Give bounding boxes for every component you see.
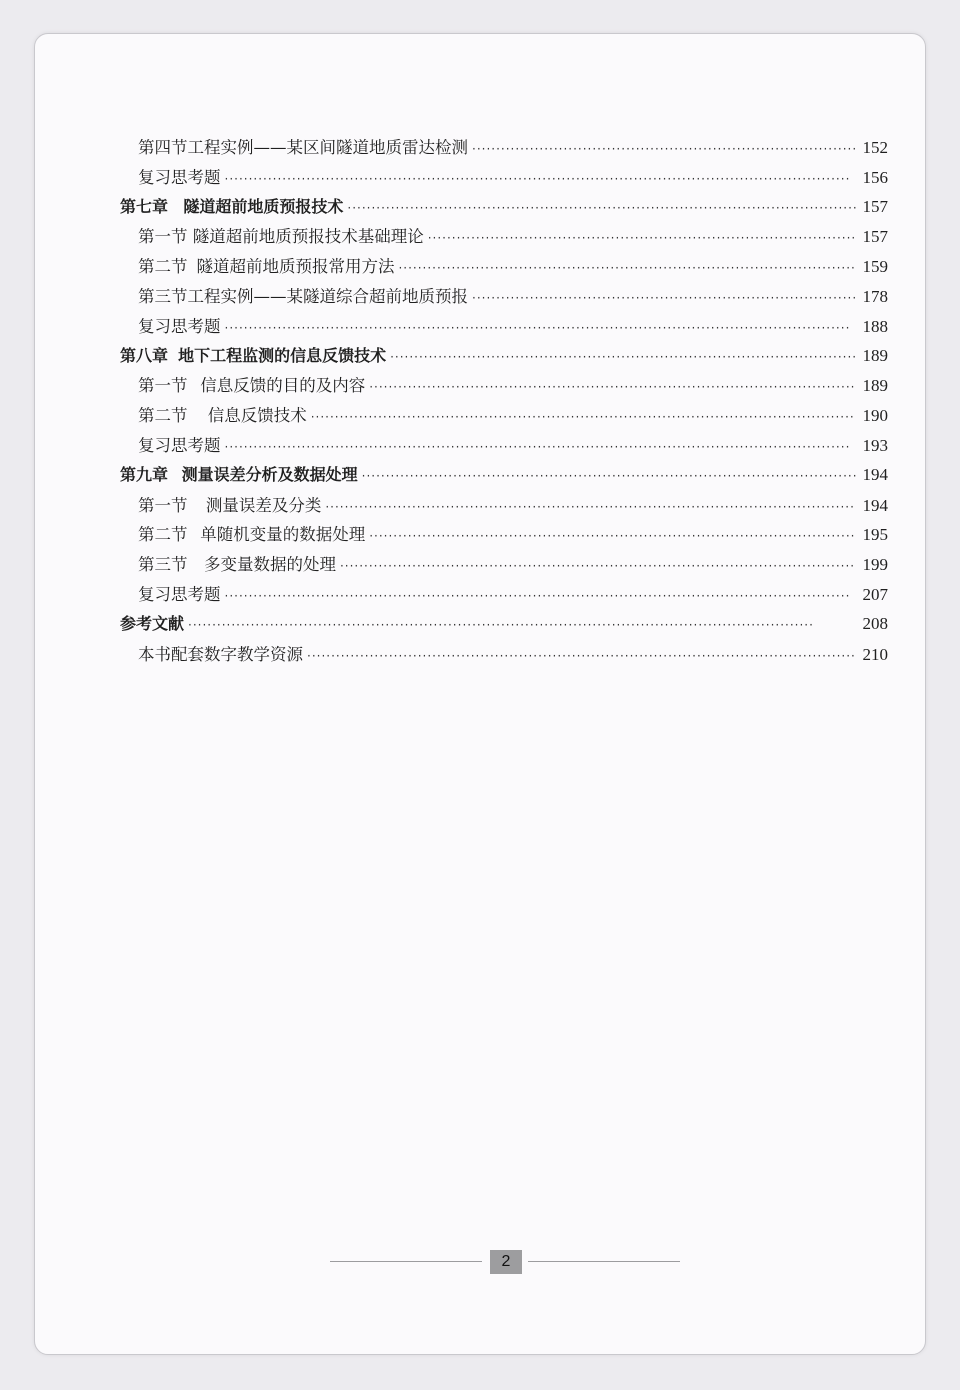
toc-entry-title: 隧道超前地质预报技术基础理论	[192, 227, 424, 247]
toc-entry-title: 复习思考题	[138, 435, 221, 455]
toc-section-row	[120, 283, 888, 313]
toc-entry-number: 第四节	[138, 138, 188, 157]
toc-leader-dots	[340, 559, 856, 573]
toc-section-row	[120, 402, 888, 432]
toc-section-row	[120, 253, 888, 283]
toc-section-row	[120, 521, 888, 551]
toc-leader-dots	[390, 350, 856, 364]
page-number-badge: 2	[490, 1250, 522, 1274]
toc-entry-title: 测量误差及分类	[205, 495, 322, 515]
toc-leader-dots	[307, 649, 856, 663]
toc-entry-title: 信息反馈的目的及内容	[200, 376, 366, 396]
toc-entry-title: 隧道超前地质预报技术	[183, 196, 344, 216]
toc-entry-title: 单随机变量的数据处理	[200, 525, 366, 545]
toc-entry-page: 178	[862, 286, 888, 306]
toc-leader-dots	[225, 440, 857, 454]
toc-entry-number: 第七章	[120, 196, 169, 216]
table-of-contents	[120, 134, 888, 670]
toc-entry-page: 190	[862, 406, 888, 426]
toc-entry-title: 工程实例——某区间隧道地质雷达检测	[187, 138, 468, 157]
toc-entry-page: 207	[862, 584, 888, 604]
footer-rule-left	[330, 1261, 482, 1262]
toc-leader-dots	[369, 529, 856, 543]
toc-entry-page: 152	[862, 138, 888, 157]
toc-entry-page: 193	[862, 435, 888, 455]
toc-leader-dots	[225, 172, 857, 186]
toc-entry-title: 复习思考题	[138, 584, 221, 604]
toc-entry-title: 隧道超前地质预报常用方法	[196, 257, 395, 277]
toc-entry-number: 第二节	[138, 525, 188, 545]
toc-entry-title: 信息反馈技术	[207, 406, 307, 426]
toc-section-row	[120, 432, 888, 462]
toc-leader-dots	[398, 261, 856, 275]
toc-entry-number: 第二节	[138, 257, 188, 277]
toc-entry-page: 194	[862, 464, 888, 484]
toc-entry-title: 地下工程监测的信息反馈技术	[178, 345, 387, 365]
toc-entry-page: 199	[862, 555, 888, 575]
toc-section-row	[120, 581, 888, 611]
toc-leader-dots	[472, 291, 856, 305]
toc-section-row	[120, 134, 888, 164]
toc-entry-page: 156	[862, 167, 888, 187]
toc-leader-dots	[362, 469, 856, 483]
toc-entry-page: 157	[862, 227, 888, 247]
toc-leader-dots	[225, 321, 857, 335]
toc-entry-number: 第九章	[120, 464, 169, 484]
toc-entry-page: 208	[862, 613, 888, 633]
toc-entry-title: 本书配套数字教学资源	[138, 644, 303, 664]
toc-entry-number: 第八章	[120, 345, 169, 365]
toc-entry-page: 157	[862, 196, 888, 216]
toc-entry-number: 第三节	[138, 555, 188, 575]
toc-entry-title: 多变量数据的处理	[203, 555, 336, 575]
toc-entry-number: 第二节	[138, 406, 188, 426]
toc-leader-dots	[311, 410, 856, 424]
toc-entry-number: 第一节	[138, 376, 188, 396]
toc-leader-dots	[225, 589, 857, 603]
toc-section-row	[120, 313, 888, 343]
toc-section-row	[120, 372, 888, 402]
toc-entry-page: 189	[862, 376, 888, 396]
toc-entry-page: 195	[862, 525, 888, 545]
toc-entry-number: 第一节	[138, 495, 188, 515]
toc-leader-dots	[472, 142, 856, 156]
toc-entry-page: 210	[862, 644, 888, 664]
toc-chapter-row	[120, 343, 888, 373]
toc-entry-page: 189	[862, 345, 888, 365]
footer-rule-right	[528, 1261, 680, 1262]
toc-chapter-row	[120, 462, 888, 492]
toc-entry-page: 159	[862, 257, 888, 277]
toc-entry-number: 第一节	[138, 227, 188, 247]
toc-entry-title: 工程实例——某隧道综合超前地质预报	[187, 286, 468, 306]
toc-chapter-row	[120, 194, 888, 224]
toc-leader-dots	[347, 201, 856, 215]
toc-entry-page: 194	[862, 495, 888, 515]
toc-leader-dots	[325, 500, 856, 514]
toc-entry-title: 复习思考题	[138, 167, 221, 187]
toc-entry-page: 188	[862, 316, 888, 336]
toc-leader-dots	[428, 231, 856, 245]
toc-chapter-row	[120, 611, 888, 641]
toc-leader-dots	[188, 618, 856, 632]
toc-entry-title: 参考文献	[120, 613, 185, 633]
toc-section-row	[120, 641, 888, 671]
toc-section-row	[120, 551, 888, 581]
toc-leader-dots	[369, 380, 856, 394]
toc-section-row	[120, 223, 888, 253]
toc-section-row	[120, 492, 888, 522]
toc-entry-title: 测量误差分析及数据处理	[181, 464, 358, 484]
toc-entry-number: 第三节	[138, 286, 188, 306]
toc-section-row	[120, 164, 888, 194]
toc-entry-title: 复习思考题	[138, 316, 221, 336]
